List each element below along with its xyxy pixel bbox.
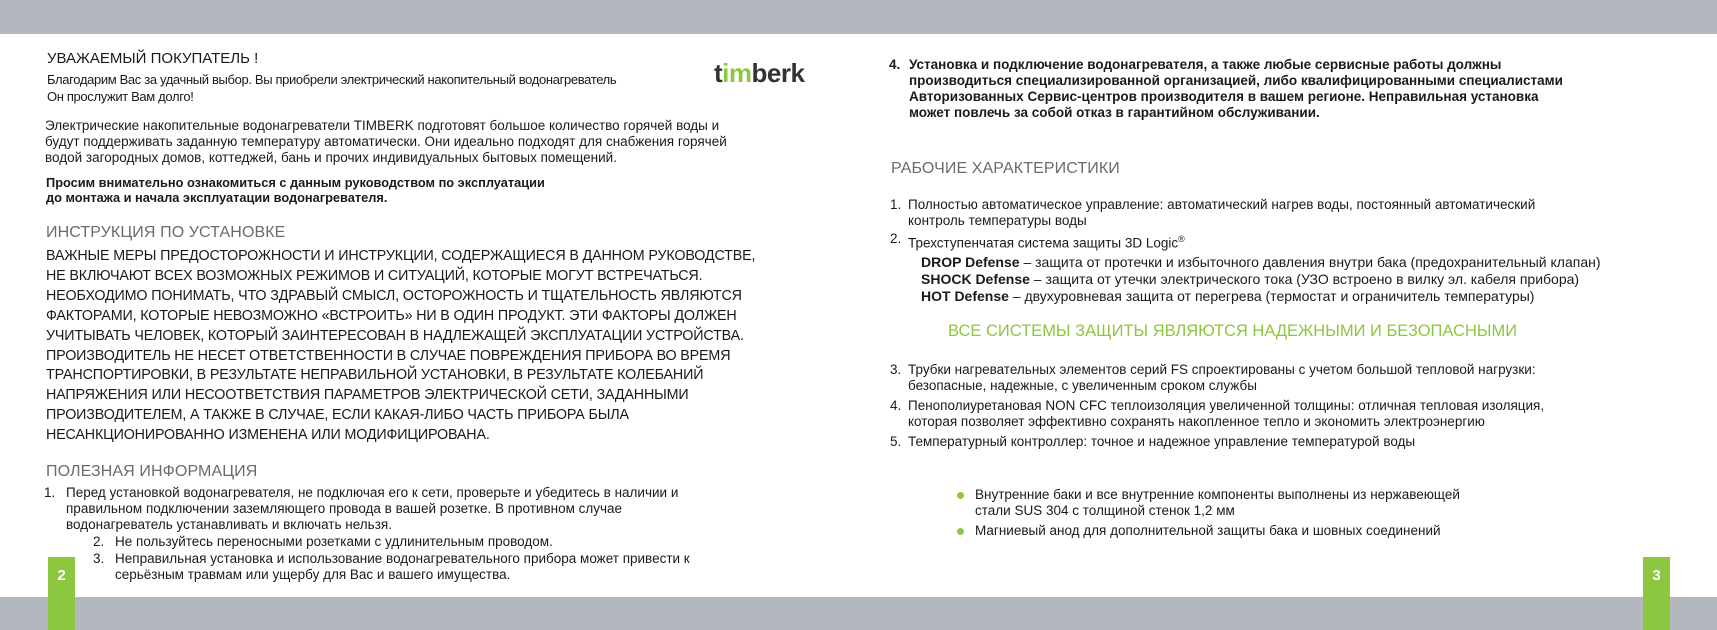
useful-item-line: Перед установкой водонагревателя, не подключая его к сети, проверьте и убедитесь в наличии и (66, 485, 679, 500)
useful-item-line: правильном подключении заземляющего провода в вашей розетке. В противном случае (66, 501, 623, 516)
feature-number: 5. (890, 434, 902, 449)
defense-name: HOT Defense (921, 287, 1009, 304)
install-line: ПРОИЗВОДИТЕЛЬ НЕ НЕСЕТ ОТВЕТСТВЕННОСТИ В СЛУЧАЕ ПОВРЕЖДЕНИЯ ПРИБОРА ВО ВРЕМЯ (46, 347, 731, 364)
install-line: УЧИТЫВАТЬ ЧЕЛОВЕК, КОТОРЫЙ ЗАИНТЕРЕСОВАН В НАДЛЕЖАЩЕЙ ЭКСПЛУАТАЦИИ УСТРОЙСТВА. (46, 327, 744, 344)
feature-item-4 (890, 398, 1698, 430)
feature-item-3 (890, 362, 1698, 394)
logo-highlight: im (722, 58, 752, 88)
timberk-logo (714, 58, 804, 89)
feature-line: Полностью автоматическое управление: автоматический нагрев воды, постоянный автоматический (908, 197, 1536, 212)
install-heading: ИНСТРУКЦИЯ ПО УСТАНОВКЕ (46, 224, 286, 241)
useful-item-2 (93, 534, 815, 550)
feature-number: 2. (890, 231, 902, 246)
feature-2-text: Трехступенчатая система защиты 3D Logic (908, 235, 1179, 251)
useful-item-line: серьёзным травмам или ущербу для Вас и вашего имущества. (115, 567, 511, 582)
feature-number: 4. (890, 398, 902, 413)
greeting-line-1: Благодарим Вас за удачный выбор. Вы приобрели электрический накопительный водонагреватель (47, 72, 617, 87)
useful-item-line: Неправильная установка и использование водонагревательного прибора может привести к (115, 551, 690, 566)
useful-item-1 (44, 485, 806, 533)
install-warning-line: производиться специализированной организацией, либо квалифицированными специалистами (909, 73, 1563, 88)
install-line: ТРАНСПОРТИРОВКИ, В РЕЗУЛЬТАТЕ НЕПРАВИЛЬНОЙ УСТАНОВКИ, В РЕЗУЛЬТАТЕ КОЛЕБАНИЙ (46, 367, 704, 384)
defense-desc: – защита от утечки электрического тока (УЗО встроено в вилку эл. кабеля прибора) (1029, 270, 1580, 287)
useful-item-number: 2. (93, 534, 105, 549)
intro-line: Электрические накопительные водонагреватели TIMBERK подготовят большое количество горячей воды и (45, 118, 720, 133)
feature-line: безопасные, надежные, с увеличенным сроком службы (908, 378, 1257, 393)
defense-row (921, 254, 1708, 271)
bullet-line: Магниевый анод для дополнительной защиты бака и шовных соединений (975, 523, 1441, 538)
feature-item-5 (890, 434, 1698, 450)
defense-desc: – двухуровневая защита от перегрева (термостат и ограничитель температуры) (1008, 287, 1535, 304)
install-warning-item (889, 57, 1699, 121)
install-warning-line: Авторизованных Сервис-центров производителя в вашем регионе. Неправильная установка (909, 89, 1539, 104)
top-band (0, 0, 1717, 34)
notice-line: до монтажа и начала эксплуатации водонагревателя. (46, 190, 388, 205)
safety-banner: ВСЕ СИСТЕМЫ ЗАЩИТЫ ЯВЛЯЮТСЯ НАДЕЖНЫМИ И БЕЗОПАСНЫМИ (948, 322, 1518, 340)
logo-prefix: t (714, 58, 723, 88)
defense-row (921, 288, 1708, 305)
feature-line: Пенополиуретановая NON CFC теплоизоляция увеличенной толщины: отличная тепловая изоляция, (908, 398, 1545, 413)
feature-line: которая позволяет эффективно сохранять накопленное тепло и экономить электроэнергию (908, 414, 1485, 429)
bottom-band (0, 597, 1717, 630)
feature-number: 1. (890, 197, 902, 212)
greeting-title: УВАЖАЕМЫЙ ПОКУПАТЕЛЬ ! (47, 50, 259, 67)
features-heading: РАБОЧИЕ ХАРАКТЕРИСТИКИ (891, 160, 1120, 177)
registered-mark: ® (1178, 234, 1185, 244)
intro-paragraph (45, 118, 835, 166)
bullet-item-1 (975, 487, 1595, 519)
install-line: ПРОИЗВОДИТЕЛЕМ, А ТАКЖЕ В СЛУЧАЕ, ЕСЛИ КАКАЯ-ЛИБО ЧАСТЬ ПРИБОРА БЫЛА (46, 407, 629, 424)
bullet-dot-icon (957, 528, 964, 535)
notice-paragraph (46, 175, 545, 205)
page-number-right: 3 (1643, 557, 1670, 630)
defense-desc: – защита от протечки и избыточного давления внутри бака (предохранительный клапан) (1019, 253, 1601, 270)
install-line: НЕ ВКЛЮЧАЮТ ВСЕХ ВОЗМОЖНЫХ РЕЖИМОВ И СИТУАЦИЙ, КОТОРЫЕ МОГУТ ВСТРЕЧАТЬСЯ. (46, 267, 703, 284)
defense-name: SHOCK Defense (921, 270, 1030, 287)
bullet-line: Внутренние баки и все внутренние компоненты выполнены из нержавеющей (975, 487, 1460, 502)
install-line: ВАЖНЫЕ МЕРЫ ПРЕДОСТОРОЖНОСТИ И ИНСТРУКЦИИ, СОДЕРЖАЩИЕСЯ В ДАННОМ РУКОВОДСТВЕ, (46, 248, 756, 264)
useful-heading: ПОЛЕЗНАЯ ИНФОРМАЦИЯ (46, 463, 258, 480)
feature-item-2 (890, 231, 1708, 305)
useful-item-3 (93, 551, 815, 583)
feature-line: Трубки нагревательных элементов серий FS спроектированы с учетом большой тепловой нагрузки: (908, 362, 1536, 377)
logo-suffix: berk (751, 58, 805, 88)
greeting-line-2: Он прослужит Вам долго! (47, 89, 194, 104)
useful-item-line: Не пользуйтесь переносными розетками с удлинительным проводом. (115, 534, 553, 549)
intro-line: водой загородных домов, коттеджей, бань и прочих индивидуальных бытовых помещений. (45, 150, 617, 165)
defense-list (908, 254, 1708, 305)
install-warning-line: может повлечь за собой отказ в гарантийном обслуживании. (909, 105, 1320, 120)
install-line: ФАКТОРАМИ, КОТОРЫЕ НЕВОЗМОЖНО «ВСТРОИТЬ» НИ В ОДИН ПРОДУКТ. ЭТИ ФАКТОРЫ ДОЛЖЕН (46, 307, 737, 324)
feature-line (908, 231, 1708, 252)
intro-line: будут поддерживать заданную температуру автоматически. Они идеально подходят для снабжения горячей (45, 134, 727, 149)
bullet-dot-icon (957, 492, 964, 499)
feature-line: контроль температуры воды (908, 213, 1087, 228)
defense-name: DROP Defense (921, 253, 1020, 270)
install-line: НЕОБХОДИМО ПОНИМАТЬ, ЧТО ЗДРАВЫЙ СМЫСЛ, ОСТОРОЖНОСТЬ И ТЩАТЕЛЬНОСТЬ ЯВЛЯЮТСЯ (46, 287, 742, 304)
install-warning-line: Установка и подключение водонагревателя, а также любые сервисные работы должны (909, 57, 1502, 72)
install-text (46, 247, 846, 446)
useful-item-number: 3. (93, 551, 105, 566)
feature-item-1 (890, 197, 1698, 229)
install-line: НАПРЯЖЕНИЯ ИЛИ НЕСООТВЕТСТВИЯ ПАРАМЕТРОВ ЭЛЕКТРИЧЕСКОЙ СЕТИ, ЗАДАННЫМИ (46, 387, 689, 404)
install-warning-number: 4. (889, 57, 901, 72)
bullet-item-2 (975, 523, 1595, 539)
page-number-left: 2 (48, 557, 75, 630)
useful-item-line: водонагреватель устанавливать и включать нельзя. (66, 517, 392, 532)
install-line: НЕСАНКЦИОНИРОВАННО ИЗМЕНЕНА ИЛИ МОДИФИЦИРОВАНА. (46, 427, 490, 444)
useful-item-number: 1. (44, 485, 56, 500)
feature-number: 3. (890, 362, 902, 377)
notice-line: Просим внимательно ознакомиться с данным руководством по эксплуатации (46, 175, 545, 190)
bullet-line: стали SUS 304 с толщиной стенок 1,2 мм (975, 503, 1235, 518)
defense-row (921, 271, 1708, 288)
feature-line: Температурный контроллер: точное и надежное управление температурой воды (908, 434, 1416, 449)
